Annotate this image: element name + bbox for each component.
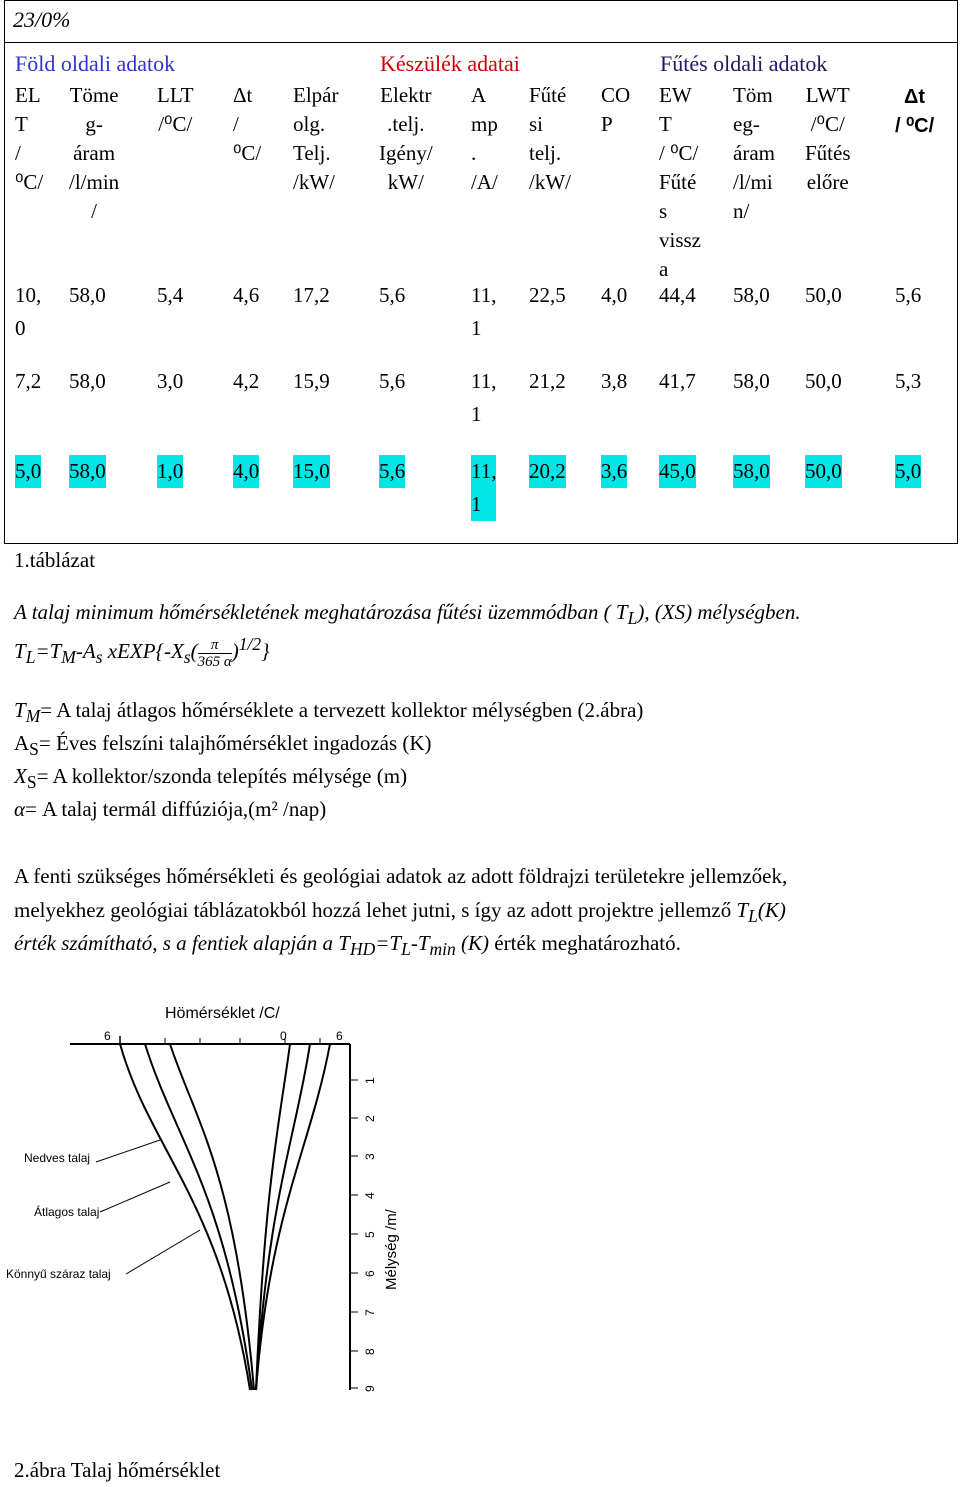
top-tick-label: 0: [280, 1029, 287, 1043]
label-average-soil: Átlagos talaj: [34, 1205, 100, 1219]
header-mass-flow: Töme g- áram /l/min /: [69, 83, 120, 223]
soil-temperature-figure: [0, 990, 420, 1430]
para-text: =T: [375, 931, 402, 955]
depth-tick: 9: [363, 1385, 377, 1392]
cell: 21,2: [529, 369, 566, 393]
para-unit: (K): [757, 898, 786, 922]
intro-sub: L: [627, 608, 638, 629]
intro-text: A talaj minimum hőmérsékletének meghatározása fűtési üzemmódban ( T: [14, 600, 628, 624]
para-sub: HD: [349, 939, 376, 960]
cell: 58,0: [733, 455, 770, 488]
header-heating-power: Fűté si telj. /kW/: [529, 83, 571, 194]
leader-line: [96, 1140, 160, 1162]
header-evap-power: Elpár olg. Telj. /kW/: [293, 83, 339, 194]
label-wet-soil: Nedves talaj: [24, 1151, 91, 1165]
top-box: [4, 0, 958, 42]
cell: 17,2: [293, 283, 330, 307]
header-delta-t-heat: Δt / ⁰C/: [895, 86, 935, 137]
def-sym: T: [14, 698, 26, 722]
table-caption: 1.táblázat: [14, 548, 96, 572]
cell: 5,0: [15, 455, 41, 488]
depth-axis-label: Mélység /m/: [383, 1209, 400, 1290]
figure-title: Hömérséklet /C/: [165, 1005, 280, 1022]
paragraph-line-2: [14, 898, 786, 927]
header-elt: EL T / ⁰C/: [15, 83, 44, 194]
def-text: = A talaj termál diffúziója,(m² /nap): [25, 797, 327, 821]
curve-mid-left: [145, 1044, 252, 1390]
cell: 3,6: [601, 455, 627, 488]
cell: 58,0: [69, 283, 106, 307]
cell: 11, 1: [471, 369, 497, 426]
para-sym: T: [736, 898, 749, 922]
para-sub: L: [748, 906, 758, 927]
depth-tick: 7: [363, 1309, 377, 1316]
cell: 5,4: [157, 283, 184, 307]
def-sym: A: [14, 731, 30, 755]
cell: 58,0: [733, 369, 770, 393]
cell: 58,0: [69, 455, 106, 488]
para-sub: L: [401, 939, 411, 960]
formula: [14, 634, 270, 670]
cell: 5,3: [895, 369, 922, 393]
def-as: [14, 731, 432, 760]
def-alpha: [14, 797, 326, 822]
depth-tick: 3: [363, 1153, 377, 1160]
cell: 45,0: [659, 455, 696, 488]
paragraph-line-1: A fenti szükséges hőmérsékleti és geológiai adatok az adott földrajzi területekre jellemzőek,: [14, 864, 788, 888]
cell: 7,2: [15, 369, 42, 393]
cell: 50,0: [805, 283, 842, 307]
header-delta-t: Δt / ⁰C/: [233, 83, 262, 165]
depth-tick: 5: [363, 1231, 377, 1238]
para-sub: min: [429, 939, 456, 960]
section-land: Föld oldali adatok: [15, 51, 176, 76]
paragraph-line-3: [14, 931, 681, 960]
cell: 15,0: [293, 455, 330, 488]
def-text: = A kollektor/szonda telepítés mélysége (m): [36, 764, 408, 788]
depth-tick: 1: [363, 1077, 377, 1084]
cell: 1,0: [157, 455, 183, 488]
cell: 5,0: [895, 455, 921, 488]
para-unit: (K): [455, 931, 490, 955]
top-tick-label: 6: [336, 1029, 343, 1043]
cell: 4,0: [233, 455, 259, 488]
cell: 50,0: [805, 455, 842, 488]
cell: 10, 0: [15, 283, 42, 340]
header-cop: CO P: [601, 83, 631, 136]
formula-text: $T_L=T_M-A_s$ $xEXP\{-X_s$( $\frac{\pi}{365 \alpha}$ )$^{1/2}$}: [14, 634, 270, 670]
header-lwt: LWT /⁰C/ Fűtés előre: [805, 83, 851, 194]
leader-line: [126, 1230, 200, 1274]
header-amp: A mp . /A/: [471, 83, 498, 194]
def-text: = Éves felszíni talajhőmérséklet ingadozás (K): [38, 731, 432, 755]
header-ewt: EW T / ⁰C/ Fűté s vissz a: [659, 83, 701, 281]
def-xs: [14, 764, 407, 793]
cell: 11, 1: [471, 455, 496, 521]
cell: 5,6: [379, 455, 405, 488]
def-sub: S: [29, 739, 39, 760]
depth-tick: 6: [363, 1270, 377, 1277]
depth-tick: 8: [363, 1348, 377, 1355]
header-llt: LLT /⁰C/: [157, 83, 194, 136]
intro-end: ), (XS) mélységben.: [637, 600, 801, 624]
cell: 41,7: [659, 369, 696, 393]
cell: 22,5: [529, 283, 566, 307]
curve-outer-left: [120, 1044, 250, 1390]
cell: 44,4: [659, 283, 696, 307]
cell: 3,0: [157, 369, 184, 393]
header-electric-power: Elektr .telj. Igény/ kW/: [379, 83, 433, 194]
curve-inner-left: [170, 1044, 254, 1390]
para-text: melyekhez geológiai táblázatokból hozzá lehet jutni, s így az adott projektre jellemző: [14, 898, 732, 922]
cell: 3,8: [601, 369, 628, 393]
cell: 58,0: [69, 369, 106, 393]
def-sym: α: [14, 797, 26, 821]
cell: 58,0: [733, 283, 770, 307]
cell: 4,0: [601, 283, 628, 307]
cell: 11, 1: [471, 283, 497, 340]
para-text: érték meghatározható.: [489, 931, 681, 955]
cell: 15,9: [293, 369, 330, 393]
cell: 5,6: [379, 283, 406, 307]
header-heat-mass-flow: Töm eg- áram /l/mi n/: [733, 83, 775, 223]
def-sub: S: [26, 772, 37, 793]
leader-line: [100, 1182, 170, 1212]
label-light-dry-soil: Könnyű száraz talaj: [6, 1267, 111, 1281]
section-device: Készülék adatai: [380, 51, 520, 76]
data-table: [4, 42, 958, 544]
def-sub: M: [25, 706, 41, 727]
depth-tick: 4: [363, 1192, 377, 1199]
cell: 4,2: [233, 369, 260, 393]
para-text: -T: [410, 931, 430, 955]
cell: 4,6: [233, 283, 260, 307]
figure-caption: 2.ábra Talaj hőmérséklet: [14, 1458, 221, 1482]
intro-line: [14, 600, 801, 629]
def-text: = A talaj átlagos hőmérséklete a tervezett kollektor mélységben (2.ábra): [40, 698, 644, 722]
top-tick-label: 6: [104, 1029, 111, 1043]
def-sym: X: [14, 764, 27, 788]
para-text: érték számítható, s a fentiek alapján a T: [14, 931, 350, 955]
section-heating: Fűtés oldali adatok: [660, 51, 828, 76]
cell: 5,6: [379, 369, 406, 393]
def-tm: [14, 698, 643, 727]
top-label: 23/0%: [13, 7, 71, 32]
cell: 50,0: [805, 369, 842, 393]
cell: 20,2: [529, 455, 566, 488]
depth-tick: 2: [363, 1115, 377, 1122]
cell: 5,6: [895, 283, 922, 307]
